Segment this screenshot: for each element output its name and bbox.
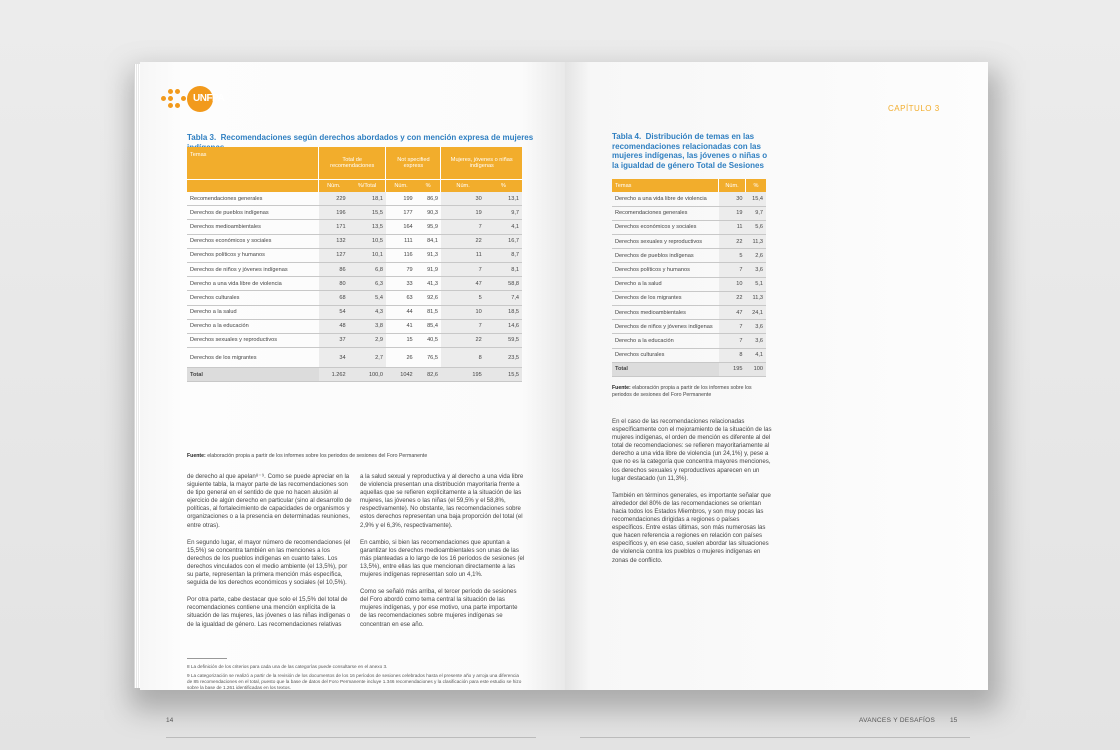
row-label: Derechos de pueblos indígenas — [187, 206, 319, 220]
cell-value: 30 — [441, 192, 485, 206]
bottom-rule — [166, 737, 536, 738]
paragraph: Como se señaló más arriba, el tercer período de sesiones del Foro abordó como tema central la situación de las mujeres indígenas, y por ese motivo, una parte importante de las recomendaciones sobre mujeres indígenas se concentran en ese año. — [360, 588, 518, 628]
cell-value: 177 — [386, 206, 416, 220]
unfpa-logo — [161, 86, 225, 112]
row-label: Derechos sexuales y reproductivos — [187, 333, 319, 347]
cell-value: 24,1 — [746, 306, 767, 320]
row-label: Derechos de pueblos indígenas — [612, 249, 719, 263]
row-label: Derechos medioambientales — [612, 306, 719, 320]
paragraph: En el caso de las recomendaciones relacionadas específicamente con el mejoramiento de la situación de las mujeres indígenas, el orden de mención es diferente al del total de recomendaciones: se refieren mayoritariamente al derecho a una vida libre de violencia (un 24,1%) y, pese a que no es la categoría que concentra mayores menciones, los derechos sexuales y reproductivos aparecen en un lugar destacado (un 11,3%). — [612, 418, 772, 482]
cell-value: 8 — [441, 348, 485, 368]
cell-value: 5,1 — [746, 277, 767, 291]
cell-value: 18,5 — [485, 305, 522, 319]
cell-value: 127 — [319, 248, 349, 262]
cell-value: 68 — [319, 291, 349, 305]
table3-header-total: Total de recomendaciones — [319, 147, 386, 179]
table-row — [612, 263, 766, 277]
page-number-left: 14 — [166, 717, 174, 724]
total-label: Total — [612, 362, 719, 376]
table4-title: Tabla 4. Distribución de temas en las recomendaciones relacionadas con las mujeres indígenas, las jóvenes o niñas o la igualdad de género Total de Sesiones — [612, 132, 768, 170]
cell-value: 58,8 — [485, 277, 522, 291]
cell-value: 7,4 — [485, 291, 522, 305]
cell-value: 132 — [319, 234, 349, 248]
table-row — [612, 348, 766, 362]
paragraph: En cambio, si bien las recomendaciones que apuntan a garantizar los derechos medioambientales son unas de las más planteadas a lo largo de los 16 períodos de sesiones (el 13,5%), entre ellas las que mencionan directamente a las mujeres indígenas representan solo un 4,1%. — [360, 538, 525, 579]
cell-value: 11 — [719, 220, 746, 234]
logo-dots-icon — [161, 89, 187, 109]
cell-value: 86,9 — [416, 192, 441, 206]
row-label: Derechos económicos y sociales — [612, 220, 719, 234]
cell-value: 7 — [441, 319, 485, 333]
table-row — [187, 333, 522, 347]
cell-value: 47 — [441, 277, 485, 291]
cell-value: 41 — [386, 319, 416, 333]
cell-value: 91,3 — [416, 248, 441, 262]
total-value: 1.262 — [319, 368, 349, 382]
cell-value: 22 — [719, 291, 746, 305]
row-label: Recomendaciones generales — [187, 192, 319, 206]
cell-value: 164 — [386, 220, 416, 234]
row-label: Derechos medioambientales — [187, 220, 319, 234]
paragraph: a la salud sexual y reproductiva y al derecho a una vida libre de violencia presentan una distribución mayoritaria frente a aquellas que se refieren explícitamente a la situación de las mujeres, las jóvenes o las niñas (el 59,5% y el 58,8%, respectivamente). No obstante, las recomendaciones sobre estos derechos representan una baja proporción del total (el 2,9% y el 6,3%, respectivamente). — [360, 473, 524, 529]
table3-sub: %/Total — [349, 179, 386, 192]
row-label: Derecho a la salud — [187, 305, 319, 319]
row-label: Derecho a una vida libre de violencia — [612, 192, 719, 206]
table-row — [612, 249, 766, 263]
bottom-rule — [580, 737, 970, 738]
total-value: 100,0 — [349, 368, 386, 382]
page-number-right: 15 — [950, 717, 958, 724]
cell-value: 44 — [386, 305, 416, 319]
cell-value: 81,5 — [416, 305, 441, 319]
cell-value: 10,5 — [349, 234, 386, 248]
cell-value: 4,1 — [485, 220, 522, 234]
table-row — [612, 206, 766, 220]
paragraph: Por otra parte, cabe destacar que solo el 15,5% del total de recomendaciones contiene una mención explícita de la situación de las mujeres, las jóvenes o las niñas indígenas o de la igualdad de género. Las recomendaciones relativas — [187, 596, 351, 628]
cell-value: 7 — [441, 220, 485, 234]
table3-header-mujeres: Mujeres, jóvenes o niñas indígenas — [441, 147, 522, 179]
table3-sub: Núm. — [319, 179, 349, 192]
cell-value: 22 — [441, 234, 485, 248]
cell-value: 10 — [441, 305, 485, 319]
row-label: Derecho a la salud — [612, 277, 719, 291]
row-label: Recomendaciones generales — [612, 206, 719, 220]
row-label: Derechos políticos y humanos — [612, 263, 719, 277]
cell-value: 15,4 — [746, 192, 767, 206]
cell-value: 111 — [386, 234, 416, 248]
cell-value: 37 — [319, 333, 349, 347]
chapter-label: CAPÍTULO 3 — [888, 104, 940, 113]
table-row — [187, 291, 522, 305]
cell-value: 84,1 — [416, 234, 441, 248]
table-row — [612, 220, 766, 234]
total-value: 1042 — [386, 368, 416, 382]
cell-value: 23,5 — [485, 348, 522, 368]
table-total-row — [612, 362, 766, 376]
left-column-2 — [360, 473, 525, 638]
cell-value: 6,8 — [349, 262, 386, 276]
cell-value: 14,6 — [485, 319, 522, 333]
cell-value: 95,9 — [416, 220, 441, 234]
cell-value: 196 — [319, 206, 349, 220]
row-label: Derechos políticos y humanos — [187, 248, 319, 262]
row-label: Derechos culturales — [612, 348, 719, 362]
paragraph: de derecho al que apelan⁸⁻⁹. Como se puede apreciar en la siguiente tabla, la mayor parte de las recomendaciones son de tipo general en el sentido de que no hacen alusión al ejercicio de algún derecho en particular (sino al desarrollo de políticas, al fortalecimiento de capacidades de organismos y organizaciones o a la presencia en determinadas reuniones, entre otras). — [187, 473, 352, 529]
cell-value: 11,3 — [746, 235, 767, 249]
cell-value: 54 — [319, 305, 349, 319]
total-value: 82,6 — [416, 368, 441, 382]
table-row — [187, 248, 522, 262]
row-label: Derechos de los migrantes — [612, 291, 719, 305]
table3-header-notspec: Not specified express — [386, 147, 441, 179]
cell-value: 33 — [386, 277, 416, 291]
cell-value: 40,5 — [416, 333, 441, 347]
cell-value: 3,8 — [349, 319, 386, 333]
table3-sub: Núm. — [386, 179, 416, 192]
table3-header-temas: Temas — [187, 147, 319, 179]
table3-sub: % — [485, 179, 522, 192]
cell-value: 2,6 — [746, 249, 767, 263]
cell-value: 5,6 — [746, 220, 767, 234]
cell-value: 11 — [441, 248, 485, 262]
cell-value: 13,1 — [485, 192, 522, 206]
table-row — [187, 348, 522, 368]
table-row — [187, 305, 522, 319]
table-row — [612, 306, 766, 320]
table3-title: Tabla 3. Recomendaciones según derechos abordados y con mención expresa de mujeres — [187, 133, 534, 142]
left-column-1 — [187, 473, 352, 638]
table-row — [612, 192, 766, 206]
cell-value: 2,9 — [349, 333, 386, 347]
row-label: Derecho a la educación — [612, 334, 719, 348]
cell-value: 229 — [319, 192, 349, 206]
cell-value: 13,5 — [349, 220, 386, 234]
footer-title: AVANCES Y DESAFÍOS — [859, 717, 936, 724]
right-page — [565, 62, 988, 724]
right-column — [612, 418, 772, 574]
cell-value: 171 — [319, 220, 349, 234]
cell-value: 15,5 — [349, 206, 386, 220]
cell-value: 48 — [319, 319, 349, 333]
table-row — [612, 334, 766, 348]
logo-badge — [187, 86, 225, 112]
footnote-8: 8 La definición de los criterios para cada una de las categorías puede consultarse en el anexo 3. — [187, 664, 388, 669]
table-total-row — [187, 368, 522, 382]
cell-value: 7 — [719, 263, 746, 277]
table-row — [612, 277, 766, 291]
footnote-rule — [187, 658, 227, 659]
table-row — [612, 320, 766, 334]
table-row — [187, 319, 522, 333]
cell-value: 5,4 — [349, 291, 386, 305]
cell-value: 22 — [441, 333, 485, 347]
cell-value: 34 — [319, 348, 349, 368]
table3-sub: % — [416, 179, 441, 192]
row-label: Derechos de niños y jóvenes indígenas — [187, 262, 319, 276]
cell-value: 15 — [386, 333, 416, 347]
table4-header-temas: Temas — [612, 179, 719, 192]
cell-value: 4,1 — [746, 348, 767, 362]
table3 — [187, 147, 522, 382]
cell-value: 5 — [441, 291, 485, 305]
cell-value: 6,3 — [349, 277, 386, 291]
cell-value: 8 — [719, 348, 746, 362]
cell-value: 85,4 — [416, 319, 441, 333]
table3-sub: Núm. — [441, 179, 485, 192]
table-row — [612, 235, 766, 249]
table4 — [612, 179, 766, 377]
cell-value: 16,7 — [485, 234, 522, 248]
cell-value: 22 — [719, 235, 746, 249]
cell-value: 8,1 — [485, 262, 522, 276]
cell-value: 2,7 — [349, 348, 386, 368]
cell-value: 3,6 — [746, 263, 767, 277]
row-label: Derechos sexuales y reproductivos — [612, 235, 719, 249]
paragraph: También en términos generales, es importante señalar que alrededor del 80% de las recomendaciones se orientan hacia todos los Estados Miembros, y son muy pocas las recomendaciones dirigidas a regiones o países específicos. Entre estas últimas, son más numerosas las que hacen referencia a regiones en relación con países específicos y, en ese caso, suelen abordar las situaciones de violencia contra los pueblos o mujeres indígenas en zonas de conflicto. — [612, 491, 771, 564]
cell-value: 116 — [386, 248, 416, 262]
cell-value: 59,5 — [485, 333, 522, 347]
row-label: Derechos económicos y sociales — [187, 234, 319, 248]
cell-value: 7 — [441, 262, 485, 276]
cell-value: 26 — [386, 348, 416, 368]
row-label: Derechos de niños y jóvenes indígenas — [612, 320, 719, 334]
total-value: 100 — [746, 362, 767, 376]
cell-value: 19 — [719, 206, 746, 220]
cell-value: 92,6 — [416, 291, 441, 305]
table4-source: Fuente: elaboración propia a partir de los informes sobre los periodos de sesiones del Foro Permanente — [612, 385, 752, 398]
table-row — [187, 277, 522, 291]
cell-value: 3,6 — [746, 334, 767, 348]
cell-value: 18,1 — [349, 192, 386, 206]
table-row — [187, 220, 522, 234]
cell-value: 90,3 — [416, 206, 441, 220]
paragraph: En segundo lugar, el mayor número de recomendaciones (el 15,5%) se concentra también en las menciones a los derechos de los pueblos indígenas en cuanto tales. Los derechos vinculados con el medio ambiente (el 13,5%), por su parte, representan la primera mención más específica, seguida de los derechos económicos y sociales (el 10,5%). — [187, 538, 351, 587]
row-label: Derecho a la educación — [187, 319, 319, 333]
cell-value: 86 — [319, 262, 349, 276]
cell-value: 5 — [719, 249, 746, 263]
cell-value: 199 — [386, 192, 416, 206]
cell-value: 76,5 — [416, 348, 441, 368]
logo-text: UNFPA — [193, 93, 225, 104]
cell-value: 30 — [719, 192, 746, 206]
cell-value: 80 — [319, 277, 349, 291]
cell-value: 19 — [441, 206, 485, 220]
footnote-9: 9 La categorización se realizó a partir de la revisión de los documentos de los 16 períodos de sesiones celebrados hasta el presente año y arroja una diferencia de 85 recomendaciones en el total, puesto que la base de datos del Foro Permanente incluye 1.346 recomendaciones y la clasificación para este estudio se hizo sobre la base de 1.261 identificadas en los textos. — [187, 673, 522, 690]
table-row — [187, 206, 522, 220]
cell-value: 9,7 — [746, 206, 767, 220]
row-label: Derechos de los migrantes — [187, 348, 319, 368]
cell-value: 91,9 — [416, 262, 441, 276]
table4-header-pct: % — [746, 179, 767, 192]
total-value: 195 — [441, 368, 485, 382]
table-row — [187, 234, 522, 248]
cell-value: 11,3 — [746, 291, 767, 305]
cell-value: 41,3 — [416, 277, 441, 291]
left-page — [140, 62, 565, 724]
cell-value: 10,1 — [349, 248, 386, 262]
cell-value: 79 — [386, 262, 416, 276]
total-value: 15,5 — [485, 368, 522, 382]
table-row — [187, 192, 522, 206]
row-label: Derechos culturales — [187, 291, 319, 305]
table3-source: Fuente: elaboración propia a partir de los informes sobre los periodos de sesiones del Foro Permanente — [187, 453, 428, 459]
cell-value: 47 — [719, 306, 746, 320]
cell-value: 9,7 — [485, 206, 522, 220]
total-label: Total — [187, 368, 319, 382]
cell-value: 10 — [719, 277, 746, 291]
cell-value: 4,3 — [349, 305, 386, 319]
table-row — [187, 262, 522, 276]
cell-value: 7 — [719, 320, 746, 334]
table4-header-num: Núm. — [719, 179, 746, 192]
cell-value: 8,7 — [485, 248, 522, 262]
table-row — [612, 291, 766, 305]
cell-value: 7 — [719, 334, 746, 348]
row-label: Derecho a una vida libre de violencia — [187, 277, 319, 291]
cell-value: 3,6 — [746, 320, 767, 334]
cell-value: 63 — [386, 291, 416, 305]
total-value: 195 — [719, 362, 746, 376]
